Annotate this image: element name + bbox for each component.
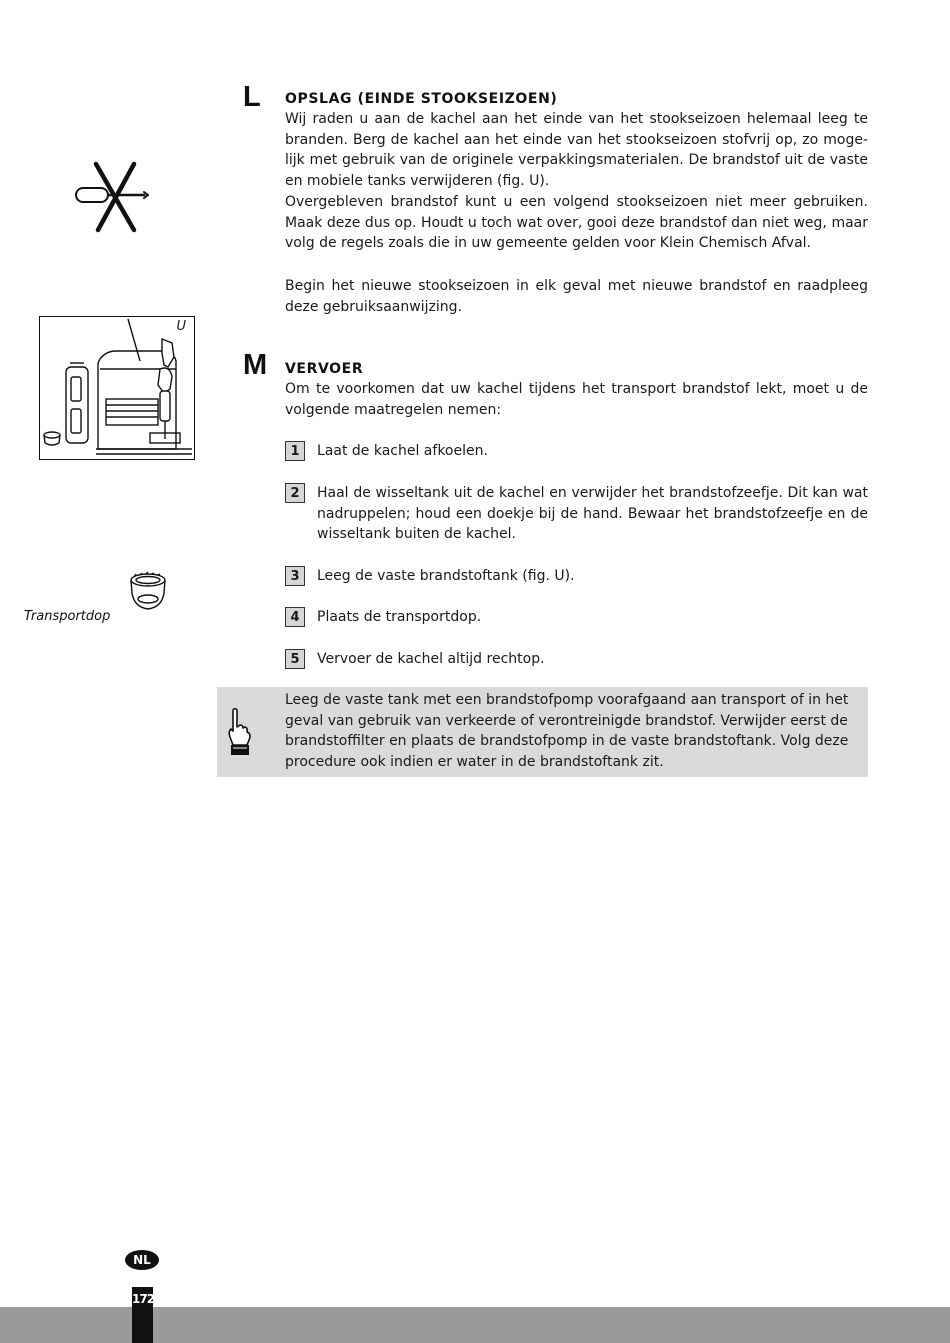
heater-figure: [40, 317, 193, 458]
transport-cap-caption: Transportdop: [24, 609, 111, 624]
page-number: 172: [132, 1292, 155, 1306]
step-number: 2: [285, 483, 305, 503]
section-title-storage: OPSLAG (EINDE STOOKSEIZOEN): [285, 91, 558, 107]
transport-intro: Om te voorkomen dat uw kachel tijdens het transport brandstof lekt, moet u de volgende maatregelen nemen:: [285, 381, 868, 418]
step-text: Leeg de vaste brandstoftank (fig. U).: [317, 568, 575, 584]
step-number: 5: [285, 649, 305, 669]
warning-note: [217, 687, 868, 777]
storage-paragraph-1: Wij raden u aan de kachel aan het einde van het stookseizoen helemaal leeg te branden. Berg de kachel aan het einde van het stookseizoen stofvrij op, zo moge-lijk met gebruik van de originele verpakkingsmaterialen. De brandstof uit de vaste en mobiele tanks verwijderen (fig. U).: [285, 111, 868, 190]
no-screwdriver-icon: [72, 160, 152, 234]
transport-cap-icon: [126, 571, 170, 613]
step-text: Laat de kachel afkoelen.: [317, 443, 488, 459]
step-number: 1: [285, 441, 305, 461]
section-letter-m: M: [243, 349, 268, 381]
step-number: 4: [285, 607, 305, 627]
pointing-hand-icon: [225, 707, 251, 757]
step-text: Vervoer de kachel altijd rechtop.: [317, 651, 545, 667]
storage-paragraph-2: Overgebleven brandstof kunt u een volgend stookseizoen niet meer gebruiken. Maak deze dus op. Houdt u toch wat over, gooi deze brandstof dan niet weg, maar volg de regels zoals die in uw gemeente gelden voor Klein Chemisch Afval.: [285, 194, 868, 252]
figure-u-heater: [39, 316, 195, 460]
step-text: Plaats de transportdop.: [317, 609, 482, 625]
note-text: Leeg de vaste tank met een brandstofpomp voorafgaand aan transport of in het geval van gebruik van verkeerde of verontreinigde brandstof. Verwijder eerst de brandstoffilter en plaats de brandstofpomp in de vaste brandstoftank. Volg deze procedure ook indien er water in de brandstoftank zit.: [285, 692, 849, 771]
step-text: Haal de wisseltank uit de kachel en verwijder het brandstofzeefje. Dit kan wat nadruppelen; houd een doekje bij de hand. Bewaar het brandstofzeefje en de wisseltank buiten de kachel.: [317, 485, 868, 543]
page-number-tab: [132, 1287, 153, 1343]
figure-label: U: [176, 319, 186, 334]
section-title-transport: VERVOER: [285, 361, 364, 377]
storage-paragraph-3: Begin het nieuwe stookseizoen in elk geval met nieuwe brandstof en raadpleeg deze gebruiksaanwijzing.: [285, 278, 868, 315]
step-number: 3: [285, 566, 305, 586]
language-badge: NL: [125, 1250, 159, 1270]
section-letter-l: L: [243, 81, 261, 113]
